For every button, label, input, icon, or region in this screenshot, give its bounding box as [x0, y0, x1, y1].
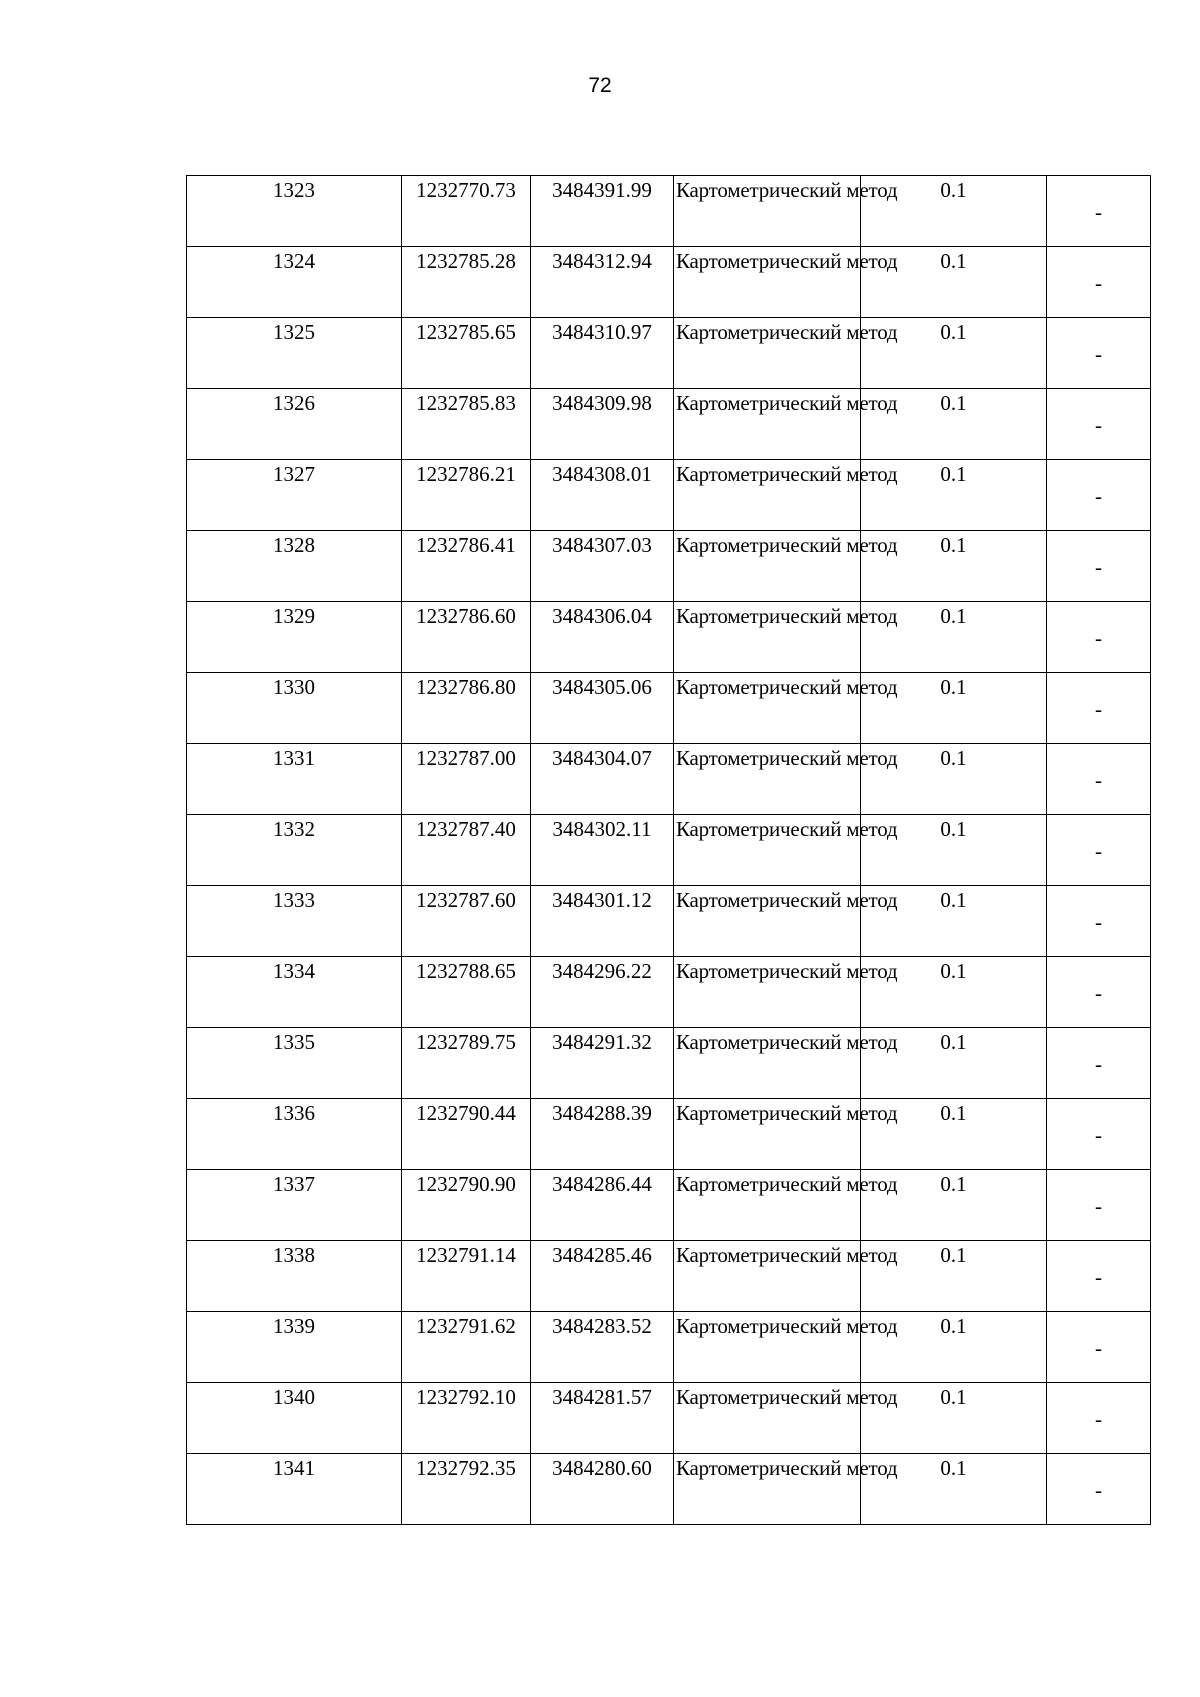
point-number-cell — [187, 602, 402, 673]
method-cell — [674, 1170, 898, 1241]
point-number-cell-text: 1323 — [273, 178, 315, 202]
method-cell — [674, 1383, 898, 1454]
x-coordinate-cell — [402, 1028, 531, 1099]
point-number-cell — [187, 389, 402, 460]
y-coordinate-cell-text: 3484304.07 — [552, 746, 652, 770]
point-number-cell — [187, 815, 402, 886]
error-cell-text: 0.1 — [940, 1385, 967, 1409]
table-row — [187, 673, 1151, 744]
note-cell — [1047, 1170, 1151, 1241]
x-coordinate-cell-text: 1232786.60 — [416, 604, 516, 628]
coordinates-table — [186, 175, 1151, 1525]
y-coordinate-cell-text: 3484301.12 — [552, 888, 652, 912]
x-coordinate-cell-text: 1232786.80 — [416, 675, 516, 699]
y-coordinate-cell-text: 3484302.11 — [552, 817, 652, 841]
point-number-cell — [187, 1312, 402, 1383]
table-row — [187, 1241, 1151, 1312]
y-coordinate-cell-text: 3484307.03 — [552, 533, 652, 557]
y-coordinate-cell — [531, 1383, 674, 1454]
y-coordinate-cell — [531, 1454, 674, 1525]
error-cell-text: 0.1 — [940, 604, 967, 628]
error-cell-text: 0.1 — [940, 888, 967, 912]
table-row — [187, 957, 1151, 1028]
x-coordinate-cell-text: 1232789.75 — [416, 1030, 516, 1054]
method-cell-text: Картометрический метод — [676, 249, 898, 273]
y-coordinate-cell — [531, 744, 674, 815]
y-coordinate-cell — [531, 673, 674, 744]
note-cell — [1047, 1312, 1151, 1383]
note-cell — [1047, 531, 1151, 602]
note-cell — [1047, 1383, 1151, 1454]
y-coordinate-cell-text: 3484291.32 — [552, 1030, 652, 1054]
point-number-cell — [187, 1383, 402, 1454]
point-number-cell-text: 1336 — [273, 1101, 315, 1125]
point-number-cell — [187, 886, 402, 957]
method-cell-text: Картометрический метод — [676, 178, 898, 202]
page-number: 72 — [588, 74, 612, 97]
error-cell-text: 0.1 — [940, 675, 967, 699]
point-number-cell-text: 1327 — [273, 462, 315, 486]
error-cell-text: 0.1 — [940, 462, 967, 486]
table-row — [187, 460, 1151, 531]
method-cell-text: Картометрический метод — [676, 675, 898, 699]
method-cell — [674, 815, 898, 886]
point-number-cell-text: 1341 — [273, 1456, 315, 1480]
note-cell — [1047, 886, 1151, 957]
method-cell — [674, 460, 898, 531]
method-cell — [674, 389, 898, 460]
point-number-cell — [187, 318, 402, 389]
error-cell-text: 0.1 — [940, 1243, 967, 1267]
note-cell — [1047, 176, 1151, 247]
y-coordinate-cell — [531, 460, 674, 531]
y-coordinate-cell-text: 3484285.46 — [552, 1243, 652, 1267]
note-cell — [1047, 1028, 1151, 1099]
point-number-cell — [187, 744, 402, 815]
y-coordinate-cell-text: 3484306.04 — [552, 604, 652, 628]
note-cell-text: - — [1095, 767, 1102, 792]
y-coordinate-cell — [531, 531, 674, 602]
table-row — [187, 1170, 1151, 1241]
note-cell-text: - — [1095, 483, 1102, 508]
error-cell-text: 0.1 — [940, 1456, 967, 1480]
method-cell — [674, 247, 898, 318]
note-cell-text: - — [1095, 1264, 1102, 1289]
x-coordinate-cell-text: 1232786.41 — [416, 533, 516, 557]
error-cell-text: 0.1 — [940, 249, 967, 273]
note-cell-text: - — [1095, 696, 1102, 721]
x-coordinate-cell — [402, 815, 531, 886]
x-coordinate-cell — [402, 176, 531, 247]
method-cell-text: Картометрический метод — [676, 462, 898, 486]
y-coordinate-cell-text: 3484310.97 — [552, 320, 652, 344]
note-cell-text: - — [1095, 1193, 1102, 1218]
y-coordinate-cell — [531, 389, 674, 460]
y-coordinate-cell-text: 3484281.57 — [552, 1385, 652, 1409]
point-number-cell — [187, 673, 402, 744]
table-row — [187, 744, 1151, 815]
x-coordinate-cell — [402, 460, 531, 531]
table-body — [187, 176, 1151, 1525]
note-cell-text: - — [1095, 270, 1102, 295]
method-cell-text: Картометрический метод — [676, 817, 898, 841]
point-number-cell-text: 1337 — [273, 1172, 315, 1196]
x-coordinate-cell — [402, 744, 531, 815]
y-coordinate-cell-text: 3484296.22 — [552, 959, 652, 983]
point-number-cell-text: 1325 — [273, 320, 315, 344]
table-row — [187, 531, 1151, 602]
note-cell-text: - — [1095, 412, 1102, 437]
y-coordinate-cell — [531, 176, 674, 247]
x-coordinate-cell-text: 1232785.65 — [416, 320, 516, 344]
error-cell-text: 0.1 — [940, 746, 967, 770]
table-row — [187, 1028, 1151, 1099]
point-number-cell — [187, 1028, 402, 1099]
point-number-cell-text: 1338 — [273, 1243, 315, 1267]
x-coordinate-cell-text: 1232791.14 — [416, 1243, 516, 1267]
table-row — [187, 815, 1151, 886]
note-cell — [1047, 460, 1151, 531]
x-coordinate-cell-text: 1232790.44 — [416, 1101, 516, 1125]
point-number-cell — [187, 1170, 402, 1241]
method-cell-text: Картометрический метод — [676, 1101, 898, 1125]
method-cell — [674, 531, 898, 602]
error-cell-text: 0.1 — [940, 959, 967, 983]
note-cell — [1047, 318, 1151, 389]
x-coordinate-cell-text: 1232786.21 — [416, 462, 516, 486]
note-cell — [1047, 815, 1151, 886]
point-number-cell — [187, 247, 402, 318]
note-cell — [1047, 389, 1151, 460]
y-coordinate-cell — [531, 318, 674, 389]
note-cell-text: - — [1095, 1335, 1102, 1360]
x-coordinate-cell-text: 1232788.65 — [416, 959, 516, 983]
error-cell-text: 0.1 — [940, 1314, 967, 1338]
method-cell — [674, 673, 898, 744]
y-coordinate-cell — [531, 602, 674, 673]
error-cell-text: 0.1 — [940, 817, 967, 841]
method-cell-text: Картометрический метод — [676, 1456, 898, 1480]
point-number-cell-text: 1326 — [273, 391, 315, 415]
x-coordinate-cell — [402, 957, 531, 1028]
point-number-cell — [187, 957, 402, 1028]
x-coordinate-cell — [402, 531, 531, 602]
method-cell-text: Картометрический метод — [676, 1030, 898, 1054]
method-cell — [674, 1241, 898, 1312]
y-coordinate-cell — [531, 957, 674, 1028]
error-cell-text: 0.1 — [940, 1172, 967, 1196]
y-coordinate-cell — [531, 886, 674, 957]
x-coordinate-cell-text: 1232792.10 — [416, 1385, 516, 1409]
x-coordinate-cell-text: 1232791.62 — [416, 1314, 516, 1338]
method-cell — [674, 1454, 898, 1525]
y-coordinate-cell — [531, 1099, 674, 1170]
note-cell-text: - — [1095, 909, 1102, 934]
method-cell — [674, 1028, 898, 1099]
y-coordinate-cell — [531, 247, 674, 318]
note-cell-text: - — [1095, 199, 1102, 224]
error-cell-text: 0.1 — [940, 533, 967, 557]
point-number-cell-text: 1324 — [273, 249, 315, 273]
x-coordinate-cell — [402, 318, 531, 389]
y-coordinate-cell-text: 3484309.98 — [552, 391, 652, 415]
note-cell-text: - — [1095, 1477, 1102, 1502]
note-cell — [1047, 1241, 1151, 1312]
table-row — [187, 389, 1151, 460]
note-cell-text: - — [1095, 625, 1102, 650]
note-cell — [1047, 744, 1151, 815]
method-cell-text: Картометрический метод — [676, 604, 898, 628]
method-cell-text: Картометрический метод — [676, 1172, 898, 1196]
x-coordinate-cell-text: 1232770.73 — [416, 178, 516, 202]
method-cell — [674, 318, 898, 389]
point-number-cell-text: 1335 — [273, 1030, 315, 1054]
y-coordinate-cell — [531, 1241, 674, 1312]
point-number-cell-text: 1328 — [273, 533, 315, 557]
table-row — [187, 318, 1151, 389]
y-coordinate-cell — [531, 1170, 674, 1241]
x-coordinate-cell — [402, 1170, 531, 1241]
error-cell-text: 0.1 — [940, 391, 967, 415]
y-coordinate-cell — [531, 1028, 674, 1099]
error-cell-text: 0.1 — [940, 178, 967, 202]
note-cell — [1047, 957, 1151, 1028]
method-cell — [674, 744, 898, 815]
y-coordinate-cell-text: 3484312.94 — [552, 249, 652, 273]
x-coordinate-cell — [402, 247, 531, 318]
x-coordinate-cell — [402, 389, 531, 460]
y-coordinate-cell-text: 3484286.44 — [552, 1172, 652, 1196]
table-row — [187, 176, 1151, 247]
x-coordinate-cell — [402, 673, 531, 744]
table-row — [187, 1383, 1151, 1454]
table-row — [187, 602, 1151, 673]
point-number-cell — [187, 1454, 402, 1525]
method-cell-text: Картометрический метод — [676, 320, 898, 344]
error-cell-text: 0.1 — [940, 320, 967, 344]
method-cell — [674, 957, 898, 1028]
note-cell-text: - — [1095, 1122, 1102, 1147]
point-number-cell-text: 1330 — [273, 675, 315, 699]
note-cell-text: - — [1095, 341, 1102, 366]
x-coordinate-cell — [402, 1312, 531, 1383]
x-coordinate-cell-text: 1232787.40 — [416, 817, 516, 841]
table-row — [187, 1454, 1151, 1525]
note-cell — [1047, 673, 1151, 744]
table-row — [187, 1312, 1151, 1383]
x-coordinate-cell-text: 1232792.35 — [416, 1456, 516, 1480]
error-cell-text: 0.1 — [940, 1030, 967, 1054]
y-coordinate-cell-text: 3484305.06 — [552, 675, 652, 699]
point-number-cell — [187, 1241, 402, 1312]
point-number-cell — [187, 531, 402, 602]
point-number-cell-text: 1331 — [273, 746, 315, 770]
method-cell — [674, 1312, 898, 1383]
x-coordinate-cell-text: 1232790.90 — [416, 1172, 516, 1196]
point-number-cell-text: 1334 — [273, 959, 315, 983]
x-coordinate-cell — [402, 1383, 531, 1454]
y-coordinate-cell — [531, 815, 674, 886]
note-cell-text: - — [1095, 980, 1102, 1005]
x-coordinate-cell-text: 1232787.00 — [416, 746, 516, 770]
point-number-cell-text: 1340 — [273, 1385, 315, 1409]
method-cell — [674, 1099, 898, 1170]
note-cell-text: - — [1095, 1051, 1102, 1076]
y-coordinate-cell-text: 3484308.01 — [552, 462, 652, 486]
method-cell-text: Картометрический метод — [676, 391, 898, 415]
method-cell — [674, 886, 898, 957]
table-row — [187, 1099, 1151, 1170]
y-coordinate-cell-text: 3484283.52 — [552, 1314, 652, 1338]
table-row — [187, 247, 1151, 318]
method-cell — [674, 176, 898, 247]
table-row — [187, 886, 1151, 957]
x-coordinate-cell — [402, 1454, 531, 1525]
note-cell-text: - — [1095, 1406, 1102, 1431]
y-coordinate-cell-text: 3484391.99 — [552, 178, 652, 202]
error-cell-text: 0.1 — [940, 1101, 967, 1125]
note-cell — [1047, 602, 1151, 673]
y-coordinate-cell — [531, 1312, 674, 1383]
x-coordinate-cell — [402, 886, 531, 957]
method-cell-text: Картометрический метод — [676, 959, 898, 983]
point-number-cell — [187, 176, 402, 247]
note-cell-text: - — [1095, 838, 1102, 863]
y-coordinate-cell-text: 3484280.60 — [552, 1456, 652, 1480]
method-cell-text: Картометрический метод — [676, 1385, 898, 1409]
point-number-cell-text: 1333 — [273, 888, 315, 912]
x-coordinate-cell-text: 1232785.83 — [416, 391, 516, 415]
method-cell-text: Картометрический метод — [676, 1243, 898, 1267]
note-cell — [1047, 1099, 1151, 1170]
x-coordinate-cell-text: 1232785.28 — [416, 249, 516, 273]
note-cell-text: - — [1095, 554, 1102, 579]
y-coordinate-cell-text: 3484288.39 — [552, 1101, 652, 1125]
method-cell-text: Картометрический метод — [676, 746, 898, 770]
x-coordinate-cell — [402, 602, 531, 673]
point-number-cell-text: 1332 — [273, 817, 315, 841]
point-number-cell-text: 1329 — [273, 604, 315, 628]
x-coordinate-cell — [402, 1099, 531, 1170]
x-coordinate-cell — [402, 1241, 531, 1312]
method-cell — [674, 602, 898, 673]
method-cell-text: Картометрический метод — [676, 1314, 898, 1338]
method-cell-text: Картометрический метод — [676, 888, 898, 912]
note-cell — [1047, 247, 1151, 318]
x-coordinate-cell-text: 1232787.60 — [416, 888, 516, 912]
note-cell — [1047, 1454, 1151, 1525]
point-number-cell-text: 1339 — [273, 1314, 315, 1338]
point-number-cell — [187, 1099, 402, 1170]
point-number-cell — [187, 460, 402, 531]
method-cell-text: Картометрический метод — [676, 533, 898, 557]
